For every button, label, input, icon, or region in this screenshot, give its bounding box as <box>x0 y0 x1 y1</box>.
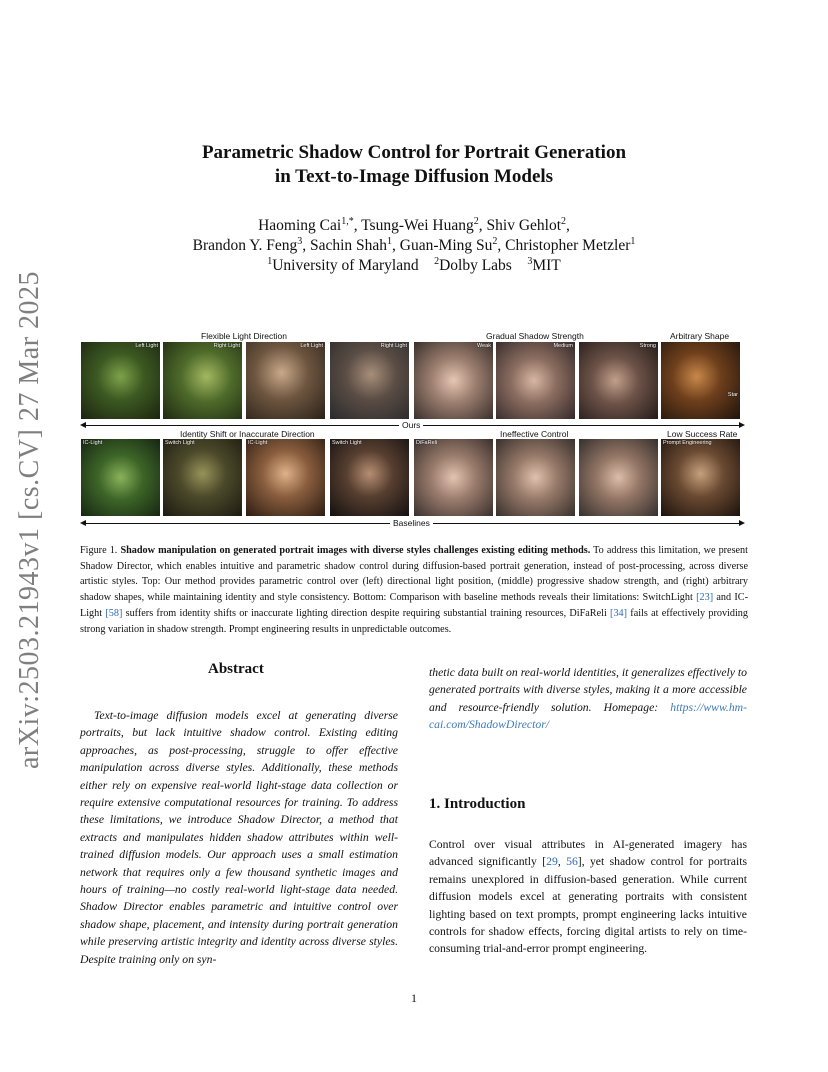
citation-link[interactable]: 56 <box>566 855 578 869</box>
header-low-success: Low Success Rate <box>667 429 738 439</box>
figure-image-top-5: Weak <box>414 342 493 419</box>
citation-link[interactable]: [34] <box>610 607 628 619</box>
paper-title <box>100 141 728 189</box>
figure-image-bottom-2: Switch Light <box>163 439 242 516</box>
figure-image-top-4: Right Light <box>330 342 409 419</box>
header-identity-shift: Identity Shift or Inaccurate Direction <box>180 429 315 439</box>
author-line-1: Haoming Cai$^{1,*}$, Tsung-Wei Huang$^2$, Shiv Gehlot$^2$, <box>258 215 570 234</box>
ours-bar-right-arrow <box>739 422 745 428</box>
ours-bar-left-arrow <box>80 422 86 428</box>
header-flexible-light: Flexible Light Direction <box>201 331 287 341</box>
citation-link[interactable]: [58] <box>105 607 123 619</box>
homepage-link[interactable]: https://www.hm-cai.com/ShadowDirector/ <box>429 700 747 732</box>
figure-image-bottom-6 <box>496 439 575 516</box>
figure-image-top-8: Star <box>661 342 740 419</box>
abstract-heading: Abstract <box>208 661 264 677</box>
figure-image-top-7: Strong <box>579 342 658 419</box>
citation-link[interactable]: [23] <box>696 592 714 604</box>
figure-image-bottom-7 <box>579 439 658 516</box>
citation-link[interactable]: 29 <box>546 855 558 869</box>
baselines-bar-left-arrow <box>80 520 86 526</box>
figure-image-bottom-4: Switch Light <box>330 439 409 516</box>
author-line-2: Brandon Y. Feng$^3$, Sachin Shah$^1$, Guan-Ming Su$^2$, Christopher Metzler$^1$ <box>192 235 636 254</box>
figure-image-top-3: Left Light <box>246 342 325 419</box>
header-arbitrary-shape: Arbitrary Shape <box>670 331 730 341</box>
header-ineffective-control: Ineffective Control <box>500 429 569 439</box>
baselines-label: Baselines <box>390 518 433 528</box>
abstract-continuation: thetic data built on real-world identities, it generalizes effectively to generated portraits with diverse styles, making it a more accessible and resource-friendly solution. Homepage: https://www.hm-cai.com/ShadowDirector/ <box>429 666 747 732</box>
intro-text: Control over visual attributes in AI-generated imagery has advanced significantly [29, 56], yet shadow control for portraits remains unexplored in diffusion-based generation. While current diffusion models excel at generating portraits with consistent lighting based on text prompts, prompt engineering lacks intuitive controls for shadow effects, forcing digital artists to rely on time-consuming trial-and-error prompt engineering. <box>429 838 748 956</box>
affiliations: $^1$University of Maryland $^2$Dolby Labs $^3$MIT <box>267 255 561 274</box>
abstract-text: Text-to-image diffusion models excel at generating diverse portraits, but lack intuitive shadow control. Existing editing approaches, as post-processing, struggle to offer effective manipulation across diverse styles. Additionally, these methods either rely on expensive real-world light-stage data collection or require extensive computational resources for training. To address these limitations, we introduce Shadow Director, a method that extracts and manipulates hidden shadow attributes within well-trained diffusion models. Our approach uses a small estimation network that requires only a few thousand synthetic images and hours of training—no costly real-world light-stage data needed. Shadow Director enables parametric and intuitive control over shadow shape, placement, and intensity during portrait generation while preserving artistic integrity and identity across diverse styles. Despite training only on syn- <box>80 709 398 966</box>
figure-image-top-2: Right Light <box>163 342 242 419</box>
page-number: 1 <box>411 991 417 1005</box>
figure-image-bottom-8: Prompt Engineering <box>661 439 740 516</box>
title-line-2: in Text-to-Image Diffusion Models <box>274 166 554 187</box>
figure-image-bottom-5: DiFaReli <box>414 439 493 516</box>
figure-image-bottom-3: IC-Light <box>246 439 325 516</box>
baselines-bar-right-arrow <box>739 520 745 526</box>
figure-image-bottom-1: IC-Light <box>81 439 160 516</box>
figure-caption: Figure 1. Shadow manipulation on generated portrait images with diverse styles challenges existing editing methods. To address this limitation, we present Shadow Director, which enables intuitive and parametric shadow control during diffusion-based portrait generation, instead of post-processing, across diverse artistic styles. Top: Our method provides parametric control over (left) directional light position, (middle) progressive shadow strength, and (right) arbitrary shadow shapes, while maintaining identity and style consistency. Bottom: Comparison with baseline methods reveals their limitations: SwitchLight [23] and IC-Light [58] suffers from identity shifts or inaccurate lighting direction despite requiring substantial training resources, DiFaReli [34] fails at effectively providing strong variation in shadow strength. Prompt engineering results in unpredictable outcomes. <box>80 545 748 635</box>
figure-image-top-1: Left Light <box>81 342 160 419</box>
figure-image-top-6: Medium <box>496 342 575 419</box>
ours-label: Ours <box>399 420 423 430</box>
intro-heading: 1. Introduction <box>429 796 526 812</box>
arxiv-stamp <box>6 270 54 770</box>
author-block <box>100 216 728 276</box>
title-line-1: Parametric Shadow Control for Portrait Generation <box>201 142 627 163</box>
header-gradual-strength: Gradual Shadow Strength <box>486 331 584 341</box>
arxiv-id: arXiv:2503.21943v1 [cs.CV] 27 Mar 2025 <box>14 270 45 770</box>
